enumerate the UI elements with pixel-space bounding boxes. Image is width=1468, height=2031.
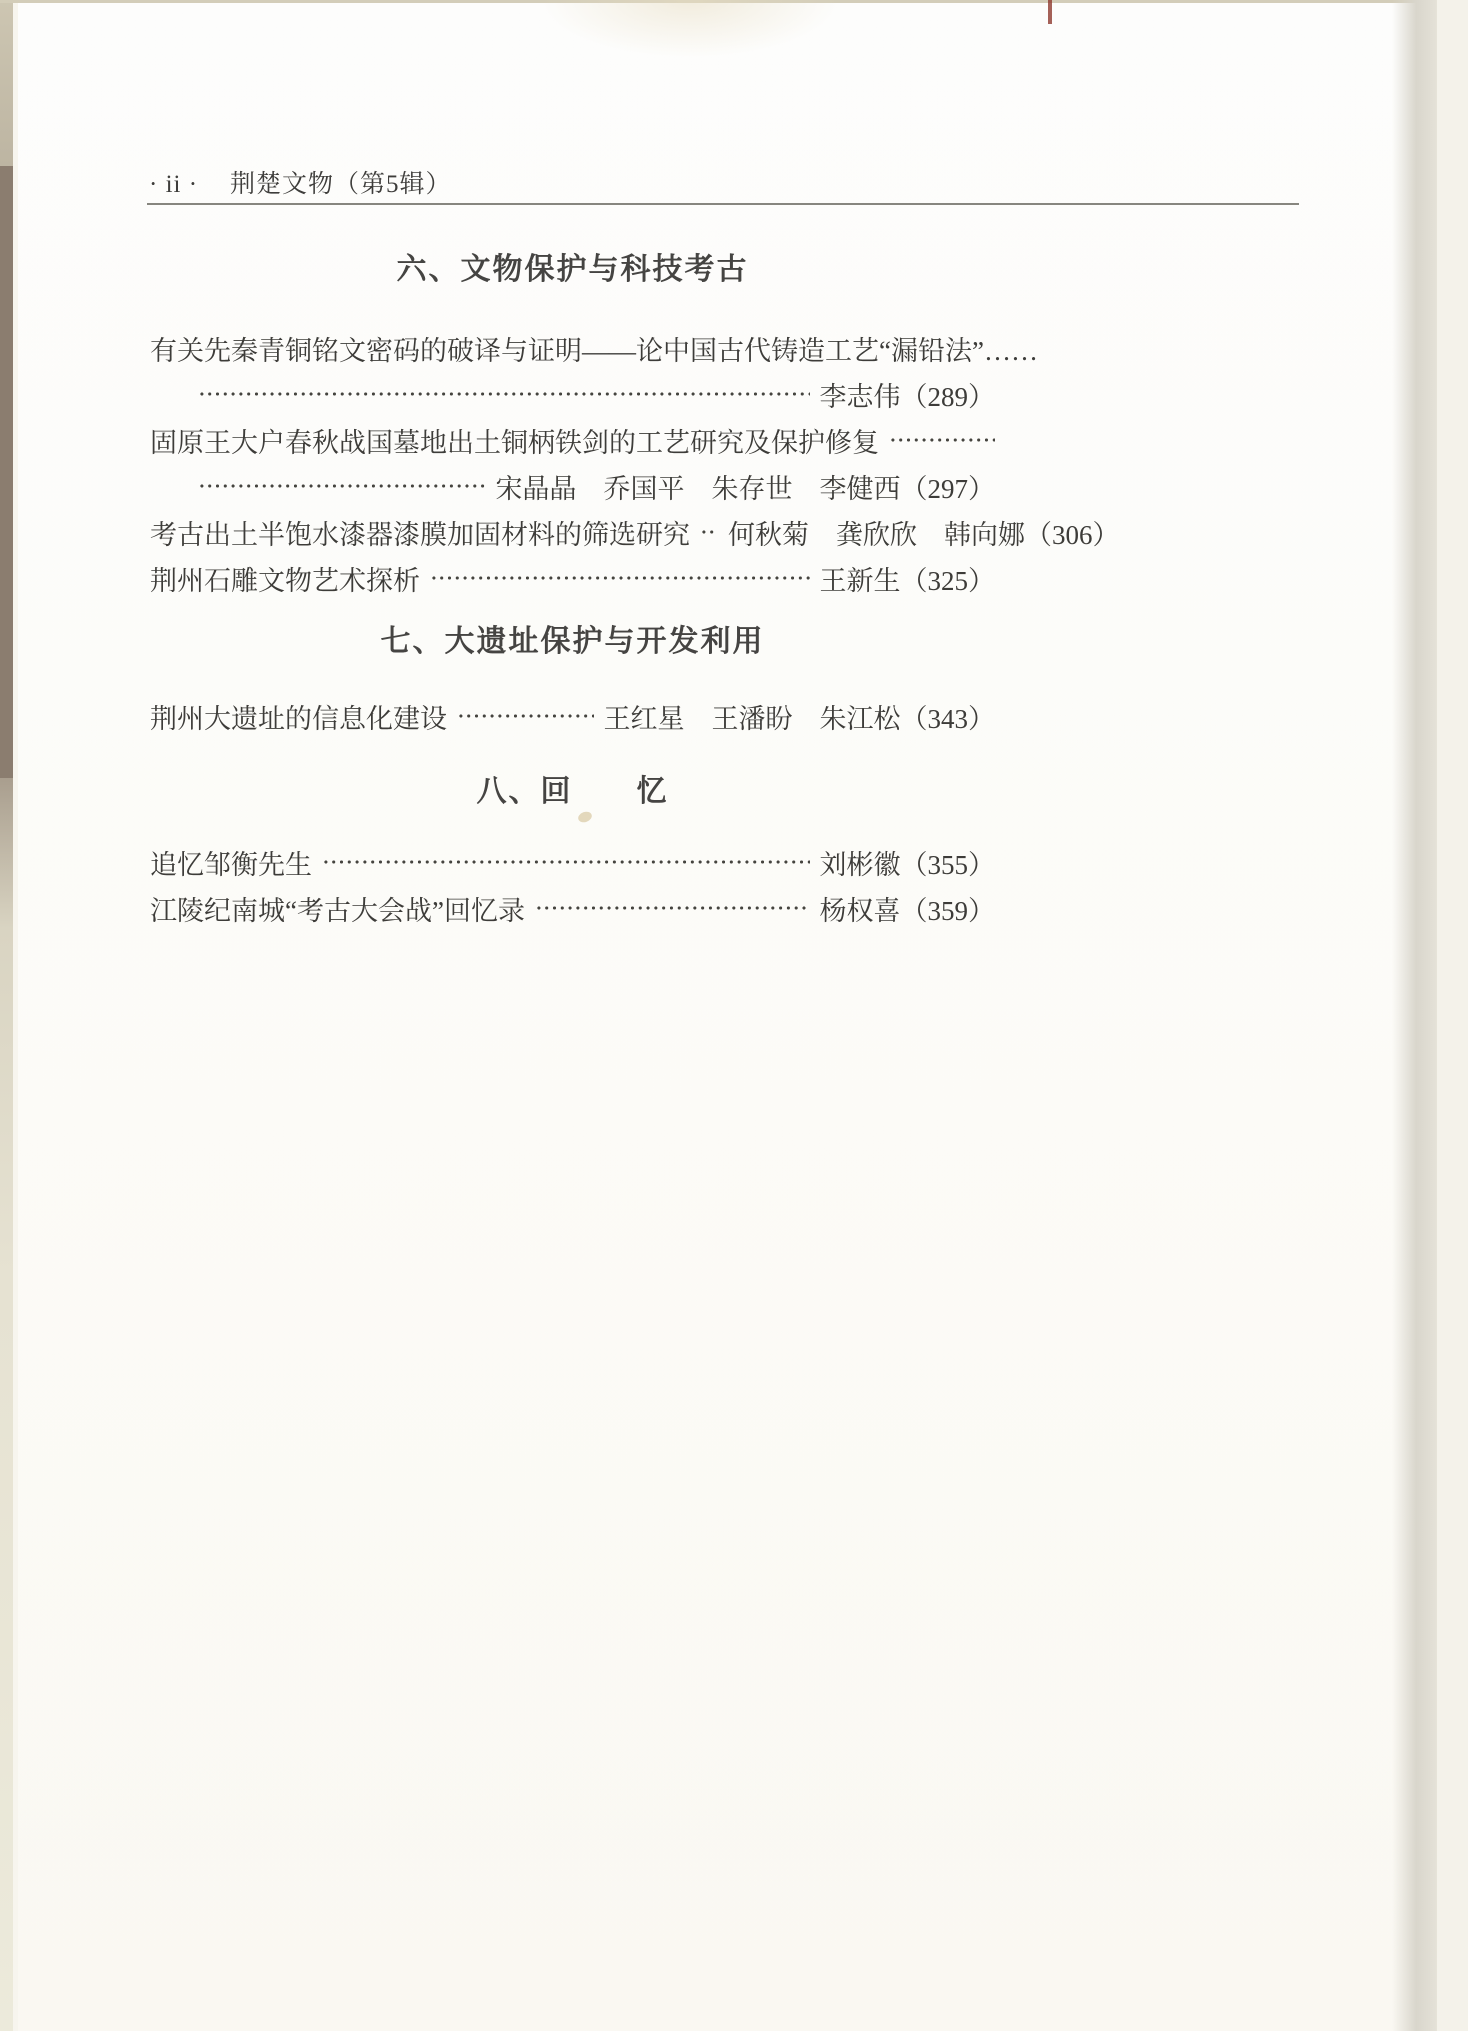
toc	[150, 243, 1120, 931]
toc-row	[150, 325, 1038, 371]
page-header	[149, 164, 452, 200]
section-heading: 六、文物保护与科技考古	[396, 253, 749, 286]
toc-row	[150, 463, 995, 509]
entry-authors-page: 王新生（325）	[819, 565, 995, 596]
dot-leader	[457, 693, 594, 739]
entry-title: 追忆邹衡先生	[150, 849, 312, 880]
header-rule	[147, 203, 1299, 205]
toc-row	[150, 693, 995, 739]
page-gutter-line	[13, 0, 18, 2031]
page-edge-shadow	[1392, 0, 1436, 2031]
section-heading: 七、大遗址保护与开发利用	[380, 625, 765, 658]
entry-title: 荆州大遗址的信息化建设	[150, 703, 447, 734]
entry-authors-page: 何秋菊 龚欣欣 韩向娜（306）	[728, 519, 1120, 550]
next-page-edge	[1436, 0, 1468, 2031]
scan-artifact-smudge	[540, 0, 840, 58]
entry-authors-page: 李志伟（289）	[819, 381, 995, 412]
entry-authors-page: 宋晶晶 乔国平 朱存世 李健西（297）	[495, 473, 995, 504]
page-number-marker: · ii ·	[149, 171, 199, 198]
entry-title: 江陵纪南城“考古大会战”回忆录	[150, 895, 525, 926]
toc-row	[150, 839, 995, 885]
toc-row	[150, 371, 995, 417]
dot-leader	[198, 371, 810, 417]
dot-leader	[430, 555, 810, 601]
entry-title: 有关先秦青铜铭文密码的破译与证明——论中国古代铸造工艺“漏铅法”……	[150, 335, 1038, 366]
book-spine-strip-top	[0, 0, 13, 166]
dot-leader	[322, 839, 810, 885]
toc-row	[150, 555, 995, 601]
book-title: 荆楚文物（第5辑）	[230, 171, 452, 198]
entry-authors-page: 王红星 王潘盼 朱江松（343）	[603, 703, 995, 734]
scan-artifact-red-mark	[1048, 0, 1052, 24]
book-spine-strip-bottom	[0, 778, 13, 2031]
book-spine-strip	[0, 166, 13, 778]
toc-row	[150, 417, 995, 463]
entry-title: 固原王大户春秋战国墓地出土铜柄铁剑的工艺研究及保护修复	[150, 427, 879, 458]
dot-leader	[198, 463, 486, 509]
entry-authors-page: 杨权喜（359）	[819, 895, 995, 926]
section-heading: 八、回 忆	[476, 775, 669, 808]
entry-title: 考古出土半饱水漆器漆膜加固材料的筛选研究	[150, 519, 690, 550]
dot-leader	[700, 509, 718, 555]
entry-title: 荆州石雕文物艺术探析	[150, 565, 420, 596]
dot-leader	[535, 885, 810, 931]
dot-leader	[889, 417, 995, 463]
entry-authors-page: 刘彬徽（355）	[819, 849, 995, 880]
toc-row	[150, 509, 1120, 555]
toc-row	[150, 885, 995, 931]
